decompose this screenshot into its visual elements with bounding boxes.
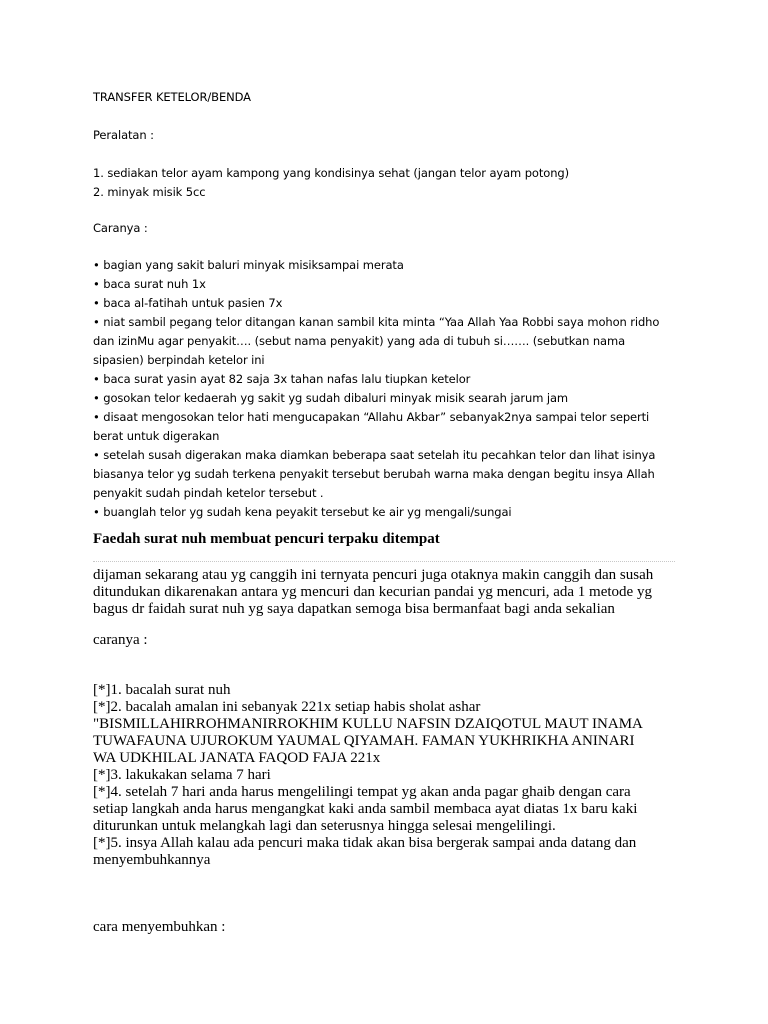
intro-line: bagus dr faidah surat nuh yg saya dapatkan semoga bisa bermanfaat bagi anda sekalian — [93, 601, 615, 617]
amalan-line: WA UDKHILAL JANATA FAQOD FAJA 221x — [93, 750, 381, 766]
amalan-line: [*]3. lakukakan selama 7 hari — [93, 767, 271, 783]
steps-line: penyakit sudah pindah ketelor tersebut . — [93, 486, 324, 500]
amalan-line: diturunkan untuk melangkah lagi dan seterusnya hingga selesai mengelilingi. — [93, 818, 556, 834]
tools-item: 2. minyak misik 5cc — [93, 185, 206, 199]
section-divider — [93, 561, 675, 562]
amalan-line: menyembuhkannya — [93, 852, 211, 868]
tools-label-block — [93, 126, 688, 145]
steps-line: • buanglah telor yg sudah kena peyakit tersebut ke air yg mengali/sungai — [93, 505, 512, 519]
intro-line: dijaman sekarang atau yg canggih ini ternyata pencuri juga otaknya makin canggih dan susah — [93, 567, 654, 583]
steps-line: berat untuk digerakan — [93, 429, 220, 443]
amalan-line: setiap langkah anda harus mengangkat kaki anda sambil membaca ayat diatas 1x baru kaki — [93, 801, 638, 817]
cure-label: cara menyembuhkan : — [93, 919, 226, 935]
amalan-line: TUWAFAUNA UJUROKUM YAUMAL QIYAMAH. FAMAN YUKHRIKHA ANINARI — [93, 733, 635, 749]
heading-transfer-ketelor: TRANSFER KETELOR/BENDA — [93, 90, 251, 104]
section-title — [93, 88, 688, 107]
steps-line: • baca surat yasin ayat 82 saja 3x tahan nafas lalu tiupkan ketelor — [93, 372, 471, 386]
caranya-label-block — [93, 632, 688, 649]
steps-list — [93, 256, 688, 522]
intro-line: ditundukan dikarenakan antara yg mencuri dan kecurian pandai yg mencuri, ada 1 metode yg — [93, 584, 652, 600]
steps-line: • gosokan telor kedaerah yg sakit yg sudah dibaluri minyak misik searah jarum jam — [93, 391, 569, 405]
intro-paragraph — [93, 567, 688, 618]
steps-line: dan izinMu agar penyakit…. (sebut nama penyakit) yang ada di tubuh si……. (sebutkan nama — [93, 334, 626, 348]
tools-item: 1. sediakan telor ayam kampong yang kondisinya sehat (jangan telor ayam potong) — [93, 166, 569, 180]
steps-line: • disaat mengosokan telor hati mengucapakan “Allahu Akbar” sebanyak2nya sampai telor seperti — [93, 410, 650, 424]
heading-faedah-surat-nuh: Faedah surat nuh membuat pencuri terpaku ditempat — [93, 531, 440, 547]
amalan-line: [*]1. bacalah surat nuh — [93, 682, 231, 698]
steps-line: • bagian yang sakit baluri minyak misiksampai merata — [93, 258, 404, 272]
tools-list — [93, 164, 688, 202]
steps-label: Caranya : — [93, 221, 148, 235]
steps-line: • baca al-fatihah untuk pasien 7x — [93, 296, 283, 310]
amalan-list — [93, 682, 688, 869]
amalan-line: "BISMILLAHIRROHMANIRROKHIM KULLU NAFSIN DZAIQOTUL MAUT INAMA — [93, 716, 643, 732]
section2-title-block — [93, 530, 688, 548]
steps-line: biasanya telor yg sudah terkena penyakit tersebut berubah warna maka dengan begitu insya Allah — [93, 467, 655, 481]
amalan-line: [*]4. setelah 7 hari anda harus mengelilingi tempat yg akan anda pagar ghaib dengan cara — [93, 784, 631, 800]
caranya-label: caranya : — [93, 632, 148, 648]
tools-label: Peralatan : — [93, 128, 154, 142]
steps-label-block — [93, 219, 688, 238]
steps-line: • niat sambil pegang telor ditangan kanan sambil kita minta “Yaa Allah Yaa Robbi saya mohon ridho — [93, 315, 660, 329]
cure-label-block — [93, 919, 688, 936]
amalan-line: [*]5. insya Allah kalau ada pencuri maka tidak akan bisa bergerak sampai anda datang dan — [93, 835, 637, 851]
amalan-line: [*]2. bacalah amalan ini sebanyak 221x setiap habis sholat ashar — [93, 699, 481, 715]
steps-line: • setelah susah digerakan maka diamkan beberapa saat setelah itu pecahkan telor dan lihat isinya — [93, 448, 656, 462]
steps-line: • baca surat nuh 1x — [93, 277, 206, 291]
steps-line: sipasien) berpindah ketelor ini — [93, 353, 265, 367]
